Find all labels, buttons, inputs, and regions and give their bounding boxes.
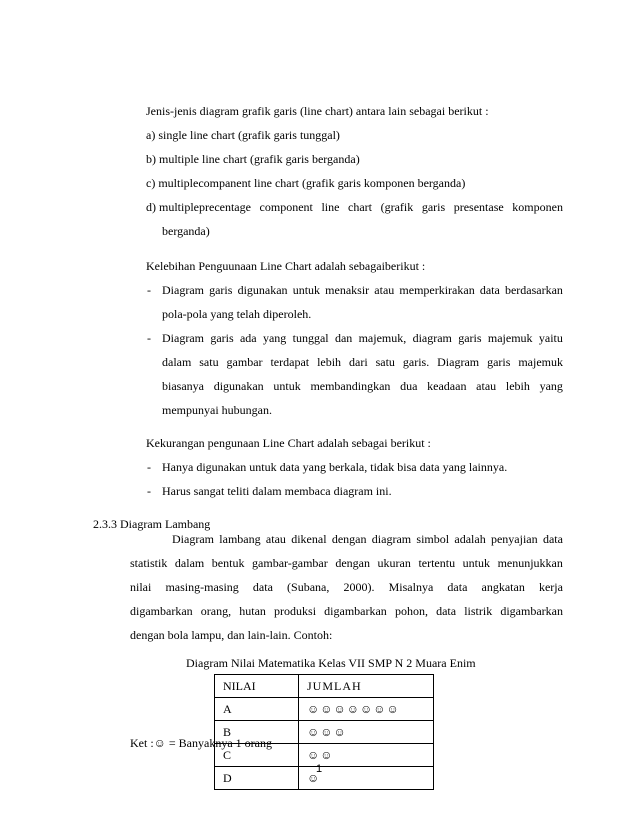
word: digambarkan <box>324 604 387 618</box>
cell-nilai: D <box>215 767 299 790</box>
cell-jumlah: ☺☺☺☺☺☺☺ <box>299 698 434 721</box>
word: pohon, <box>394 604 428 618</box>
word: statistik <box>130 556 168 570</box>
word: data <box>436 604 457 618</box>
word: nilai <box>130 580 152 594</box>
list-item-b: b) multiple line chart (grafik garis berganda) <box>146 152 360 166</box>
bullet-marker: - <box>147 331 151 345</box>
word: chart <box>348 200 372 214</box>
word: data <box>479 283 500 297</box>
paragraph-line-5: dengan bola lampu, dan lain-lain. Contoh: <box>130 628 333 642</box>
word: lebih <box>505 379 530 393</box>
word: Diagram <box>172 532 214 546</box>
kelebihan-bullet2-line4: mempunyai hubungan. <box>162 403 272 417</box>
word: yang <box>262 331 287 345</box>
bullet-marker: - <box>147 484 151 498</box>
word: digunakan <box>237 283 288 297</box>
word: Diagram <box>162 283 204 297</box>
word: biasanya <box>162 379 204 393</box>
word: data <box>252 580 273 594</box>
word: dengan <box>331 532 367 546</box>
kelebihan-title: Kelebihan Penguunaan Line Chart adalah sebagaiberikut : <box>146 259 426 273</box>
table-row <box>215 698 434 721</box>
word: 2000). <box>343 580 375 594</box>
cell-nilai: C <box>215 744 299 767</box>
list-item-d <box>146 200 563 214</box>
word: majemuk, <box>358 331 407 345</box>
word: majemuk <box>518 355 563 369</box>
word: data <box>447 580 468 594</box>
word: dari <box>349 355 368 369</box>
word: diagram <box>371 532 412 546</box>
word: d) multipleprecentage <box>146 200 251 214</box>
cell-nilai: A <box>215 698 299 721</box>
kelebihan-bullet1-line1 <box>162 283 563 297</box>
word: terdapat <box>270 355 310 369</box>
word: hutan <box>239 604 266 618</box>
word: digambarkan <box>500 604 563 618</box>
word: gambar <box>226 355 263 369</box>
kekurangan-bullet2: Harus sangat teliti dalam membaca diagram ini. <box>162 484 392 498</box>
word: listrik <box>464 604 493 618</box>
word: membandingkan <box>310 379 391 393</box>
list-item-d-continued: berganda) <box>162 224 210 238</box>
word: component <box>259 200 313 214</box>
word: dengan <box>335 556 370 570</box>
word: untuk <box>273 379 301 393</box>
word: bentuk <box>211 556 245 570</box>
word: dua <box>400 379 418 393</box>
word: presentase <box>453 200 504 214</box>
kelebihan-bullet2-line1 <box>162 331 563 345</box>
word: untuk <box>292 283 321 297</box>
bullet-marker: - <box>147 283 151 297</box>
kelebihan-bullet2-line3 <box>162 379 563 393</box>
word: garis <box>458 331 482 345</box>
paragraph-line-3 <box>130 580 563 594</box>
header-jumlah: JUMLAH <box>299 675 434 698</box>
word: yaitu <box>538 331 563 345</box>
word: komponen <box>512 200 563 214</box>
word: lebih <box>317 355 342 369</box>
word: (grafik <box>380 200 414 214</box>
kelebihan-bullet2-line2 <box>162 355 563 369</box>
word: tertentu <box>418 556 456 570</box>
word: diagram <box>412 331 452 345</box>
word: atau <box>265 532 286 546</box>
word: dan <box>334 331 353 345</box>
word: dalam <box>174 556 205 570</box>
page-number: 1 <box>315 763 323 775</box>
word: garis <box>210 331 234 345</box>
word: garis <box>209 283 233 297</box>
list-item-c: c) multiplecompanent line chart (grafik garis komponen berganda) <box>146 176 466 190</box>
word: atau <box>476 379 497 393</box>
list-item-a: a) single line chart (grafik garis tunggal) <box>146 128 340 142</box>
word: satu <box>375 355 395 369</box>
cell-jumlah: ☺☺ <box>299 744 434 767</box>
word: Diagram <box>162 331 204 345</box>
word: gambar-gambar <box>252 556 328 570</box>
word: digambarkan <box>130 604 193 618</box>
table-header-row <box>215 675 434 698</box>
kelebihan-bullet1-line2: pola-pola yang telah diperoleh. <box>162 307 312 321</box>
word: line <box>321 200 340 214</box>
word: dikenal <box>291 532 327 546</box>
word: produksi <box>274 604 317 618</box>
word: digunakan <box>213 379 264 393</box>
word: yang <box>539 379 563 393</box>
section-heading: 2.3.3 Diagram Lambang <box>93 517 211 531</box>
table-caption: Diagram Nilai Matematika Kelas VII SMP N 2 Muara Enim <box>186 656 476 670</box>
word: masing-masing <box>165 580 239 594</box>
kekurangan-bullet1: Hanya digunakan untuk data yang berkala, tidak bisa data yang lainnya. <box>162 460 508 474</box>
cell-nilai: B <box>215 721 299 744</box>
word: Misalnya <box>388 580 434 594</box>
ket-legend: Ket :☺ = Banyaknya 1 orang <box>130 736 272 750</box>
word: adalah <box>454 532 486 546</box>
word: penyajian <box>490 532 538 546</box>
intro-text: Jenis-jenis diagram grafik garis (line chart) antara lain sebagai berikut : <box>146 104 489 118</box>
word: majemuk <box>487 331 533 345</box>
word: berdasarkan <box>504 283 563 297</box>
cell-jumlah: ☺☺☺ <box>299 721 434 744</box>
word: (Subana, <box>287 580 330 594</box>
word: garis <box>421 200 446 214</box>
word: Diagram <box>437 355 480 369</box>
word: angkatan <box>481 580 525 594</box>
word: keadaan <box>427 379 467 393</box>
word: satu <box>199 355 219 369</box>
word: garis <box>487 355 511 369</box>
word: data <box>542 532 563 546</box>
header-nilai: NILAI <box>215 675 299 698</box>
word: dalam <box>162 355 192 369</box>
kekurangan-title: Kekurangan pengunaan Line Chart adalah sebagai berikut : <box>146 436 431 450</box>
word: kerja <box>538 580 563 594</box>
word: simbol <box>416 532 450 546</box>
word: tunggal <box>292 331 329 345</box>
word: memperkirakan <box>399 283 475 297</box>
word: orang, <box>200 604 232 618</box>
word: garis. <box>402 355 430 369</box>
paragraph-line-2 <box>130 556 563 570</box>
cell-jumlah: ☺ <box>299 767 434 790</box>
word: untuk <box>462 556 490 570</box>
word: atau <box>374 283 395 297</box>
word: menunjukkan <box>497 556 563 570</box>
word: lambang <box>219 532 261 546</box>
word: ukuran <box>377 556 411 570</box>
bullet-marker: - <box>147 460 151 474</box>
paragraph-line-4 <box>130 604 563 618</box>
word: ada <box>239 331 257 345</box>
paragraph-line-1 <box>172 532 563 546</box>
word: menaksir <box>325 283 370 297</box>
